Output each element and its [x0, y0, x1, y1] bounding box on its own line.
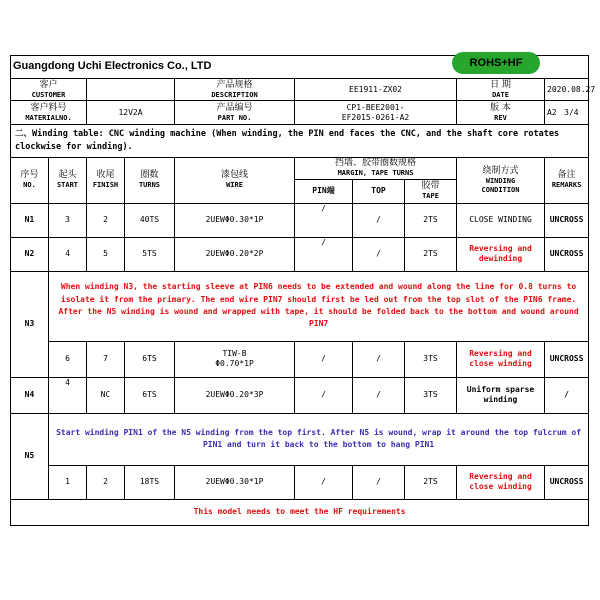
description-value: EE1911-ZX02 — [295, 79, 457, 101]
table-row — [11, 271, 589, 341]
row-start: 6 — [49, 341, 87, 377]
col-wire: 漆包线 WIRE — [175, 157, 295, 203]
row-finish: NC — [87, 377, 125, 413]
row-pin: / — [295, 237, 353, 271]
col-start: 起头 START — [49, 157, 87, 203]
row-condition: CLOSE WINDING — [457, 203, 545, 237]
row-turns: 6TS — [125, 341, 175, 377]
row-tape: 2TS — [405, 203, 457, 237]
col-margin: 挡墙、胶带圈数规格 MARGIN, TAPE TURNS — [295, 157, 457, 179]
row-top: / — [353, 203, 405, 237]
row-finish: 5 — [87, 237, 125, 271]
table-row — [11, 377, 589, 413]
row-finish: 2 — [87, 465, 125, 499]
row-start: 3 — [49, 203, 87, 237]
row-no: N2 — [11, 237, 49, 271]
row-wire: 2UEWΦ0.20*2P — [175, 237, 295, 271]
date-value: 2020.08.27 — [545, 79, 589, 101]
row-top: / — [353, 377, 405, 413]
n3-instruction: When winding N3, the starting sleeve at PIN6 needs to be extended and wound along the line for 0.8 turns to isolate it from the primary. The end wire PIN7 should first be led out from the top slot of the PIN6 frame. After the N5 winding is wound and wrapped with tape, it should be folded back to the bottom and wound around PIN7 — [49, 271, 589, 341]
row-finish: 7 — [87, 341, 125, 377]
col-pin-side: PIN端 — [295, 179, 353, 203]
col-top: TOP — [353, 179, 405, 203]
row-remark: UNCROSS — [545, 237, 589, 271]
row-wire: 2UEWΦ0.30*1P — [175, 465, 295, 499]
rohs-badge: ROHS+HF — [452, 52, 540, 74]
row-turns: 5TS — [125, 237, 175, 271]
col-remarks: 备注 REMARKS — [545, 157, 589, 203]
description-label: 产品规格 DESCRIPTION — [175, 79, 295, 101]
row-remark: UNCROSS — [545, 341, 589, 377]
rev-label: 版 本 REV — [457, 101, 545, 125]
row-tape: 3TS — [405, 377, 457, 413]
company-name: Guangdong Uchi Electronics Co., LTD — [11, 56, 589, 79]
row-wire: TIW-B Φ0.70*1P — [175, 341, 295, 377]
row-top: / — [353, 237, 405, 271]
table-row — [11, 203, 589, 237]
row-pin: / — [295, 341, 353, 377]
row-top: / — [353, 465, 405, 499]
row-pin: / — [295, 203, 353, 237]
table-row — [11, 341, 589, 377]
rev-value: A2 3/4 — [545, 101, 589, 125]
col-turns: 圈数 TURNS — [125, 157, 175, 203]
part-value: CP1-BEE2001- EF2015-0261-A2 — [295, 101, 457, 125]
winding-note: 二、Winding table: CNC winding machine (When winding, the PIN end faces the CNC, and the shaft core rotates clockwise for winding). — [11, 125, 589, 158]
row-no: N3 — [11, 271, 49, 377]
table-row — [11, 413, 589, 465]
customer-label: 客户 CUSTOMER — [11, 79, 87, 101]
row-start: 1 — [49, 465, 87, 499]
customer-value — [87, 79, 175, 101]
part-label: 产品编号 PART NO. — [175, 101, 295, 125]
row-top: / — [353, 341, 405, 377]
material-label: 客户料号 MATERIALNO. — [11, 101, 87, 125]
col-finish: 收尾 FINISH — [87, 157, 125, 203]
row-turns: 40TS — [125, 203, 175, 237]
row-no: N4 — [11, 377, 49, 413]
row-wire: 2UEWΦ0.30*1P — [175, 203, 295, 237]
row-tape: 3TS — [405, 341, 457, 377]
row-remark: / — [545, 377, 589, 413]
row-wire: 2UEWΦ0.20*3P — [175, 377, 295, 413]
table-row — [11, 465, 589, 499]
row-condition: Reversing and dewinding — [457, 237, 545, 271]
date-label: 日 期 DATE — [457, 79, 545, 101]
row-tape: 2TS — [405, 465, 457, 499]
col-condition: 绕制方式 WINDING CONDITION — [457, 157, 545, 203]
col-tape: 胶带 TAPE — [405, 179, 457, 203]
row-pin: / — [295, 465, 353, 499]
row-no: N1 — [11, 203, 49, 237]
row-tape: 2TS — [405, 237, 457, 271]
row-remark: UNCROSS — [545, 203, 589, 237]
hf-requirement-note: This model needs to meet the HF requirements — [11, 499, 589, 525]
row-condition: Uniform sparse winding — [457, 377, 545, 413]
row-finish: 2 — [87, 203, 125, 237]
row-start: 4 — [49, 377, 87, 413]
row-turns: 18TS — [125, 465, 175, 499]
row-no: N5 — [11, 413, 49, 499]
n5-instruction: Start winding PIN1 of the N5 winding from the top first. After N5 is wound, wrap it around the top fulcrum of PIN1 and turn it back to the bottom to hang PIN1 — [49, 413, 589, 465]
row-condition: Reversing and close winding — [457, 341, 545, 377]
row-remark: UNCROSS — [545, 465, 589, 499]
material-value: 12V2A — [87, 101, 175, 125]
spec-table — [10, 55, 596, 526]
table-row — [11, 237, 589, 271]
col-no: 序号 NO. — [11, 157, 49, 203]
row-condition: Reversing and close winding — [457, 465, 545, 499]
winding-spec-sheet — [10, 55, 596, 526]
row-start: 4 — [49, 237, 87, 271]
row-pin: / — [295, 377, 353, 413]
row-turns: 6TS — [125, 377, 175, 413]
